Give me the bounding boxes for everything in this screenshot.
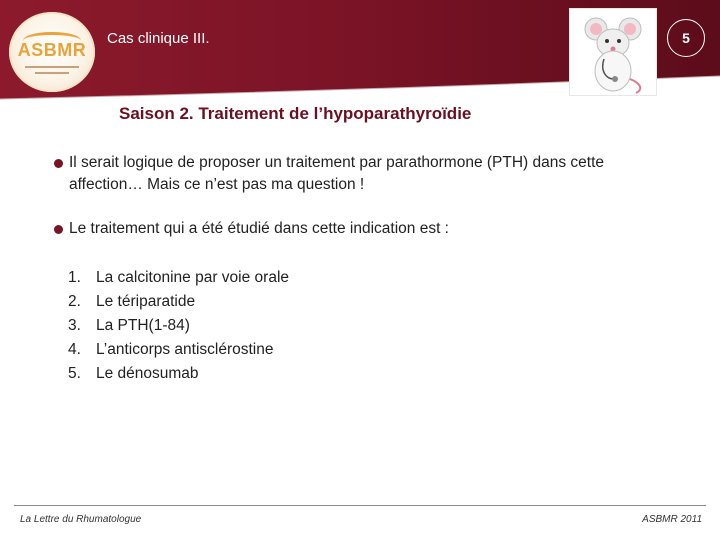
logo-text: ASBMR bbox=[17, 40, 87, 60]
bullet-text: Il serait logique de proposer un traitement par parathormone (PTH) dans cette affection… Mais ce n’est pas ma question ! bbox=[69, 154, 605, 193]
answer-options-list bbox=[68, 266, 289, 386]
option-label: La PTH(1-84) bbox=[96, 317, 190, 334]
footer-divider bbox=[14, 505, 706, 506]
slide-number: 5 bbox=[667, 19, 705, 57]
option-number: 3. bbox=[68, 317, 81, 334]
bullet-dot-icon bbox=[54, 225, 63, 234]
footer-source: La Lettre du Rhumatologue bbox=[20, 514, 142, 525]
option-number: 4. bbox=[68, 341, 81, 358]
logo-fine-print bbox=[35, 72, 69, 74]
answer-option bbox=[68, 290, 289, 314]
option-number: 1. bbox=[68, 269, 81, 286]
answer-option bbox=[68, 266, 289, 290]
option-label: L’anticorps antisclérostine bbox=[96, 341, 274, 358]
lab-mouse-doctor-icon bbox=[569, 8, 657, 96]
header-banner bbox=[0, 0, 720, 100]
bullet-dot-icon bbox=[54, 159, 63, 168]
option-number: 2. bbox=[68, 293, 81, 310]
bullet-item bbox=[54, 218, 664, 240]
option-label: La calcitonine par voie orale bbox=[96, 269, 290, 286]
footer-credit: ASBMR 2011 bbox=[642, 514, 702, 525]
bullet-text: Le traitement qui a été étudié dans cette indication est : bbox=[69, 220, 449, 237]
slide-subtitle: Saison 2. Traitement de l’hypoparathyroïdie bbox=[119, 104, 472, 123]
option-label: Le tériparatide bbox=[96, 293, 196, 310]
asbmr-logo bbox=[9, 12, 95, 92]
deck-title: Cas clinique III. bbox=[107, 30, 210, 47]
option-label: Le dénosumab bbox=[96, 365, 199, 382]
option-number: 5. bbox=[68, 365, 81, 382]
answer-option bbox=[68, 314, 289, 338]
answer-option bbox=[68, 362, 289, 386]
logo-fine-print bbox=[25, 66, 79, 68]
bullet-item bbox=[54, 152, 664, 196]
answer-option bbox=[68, 338, 289, 362]
